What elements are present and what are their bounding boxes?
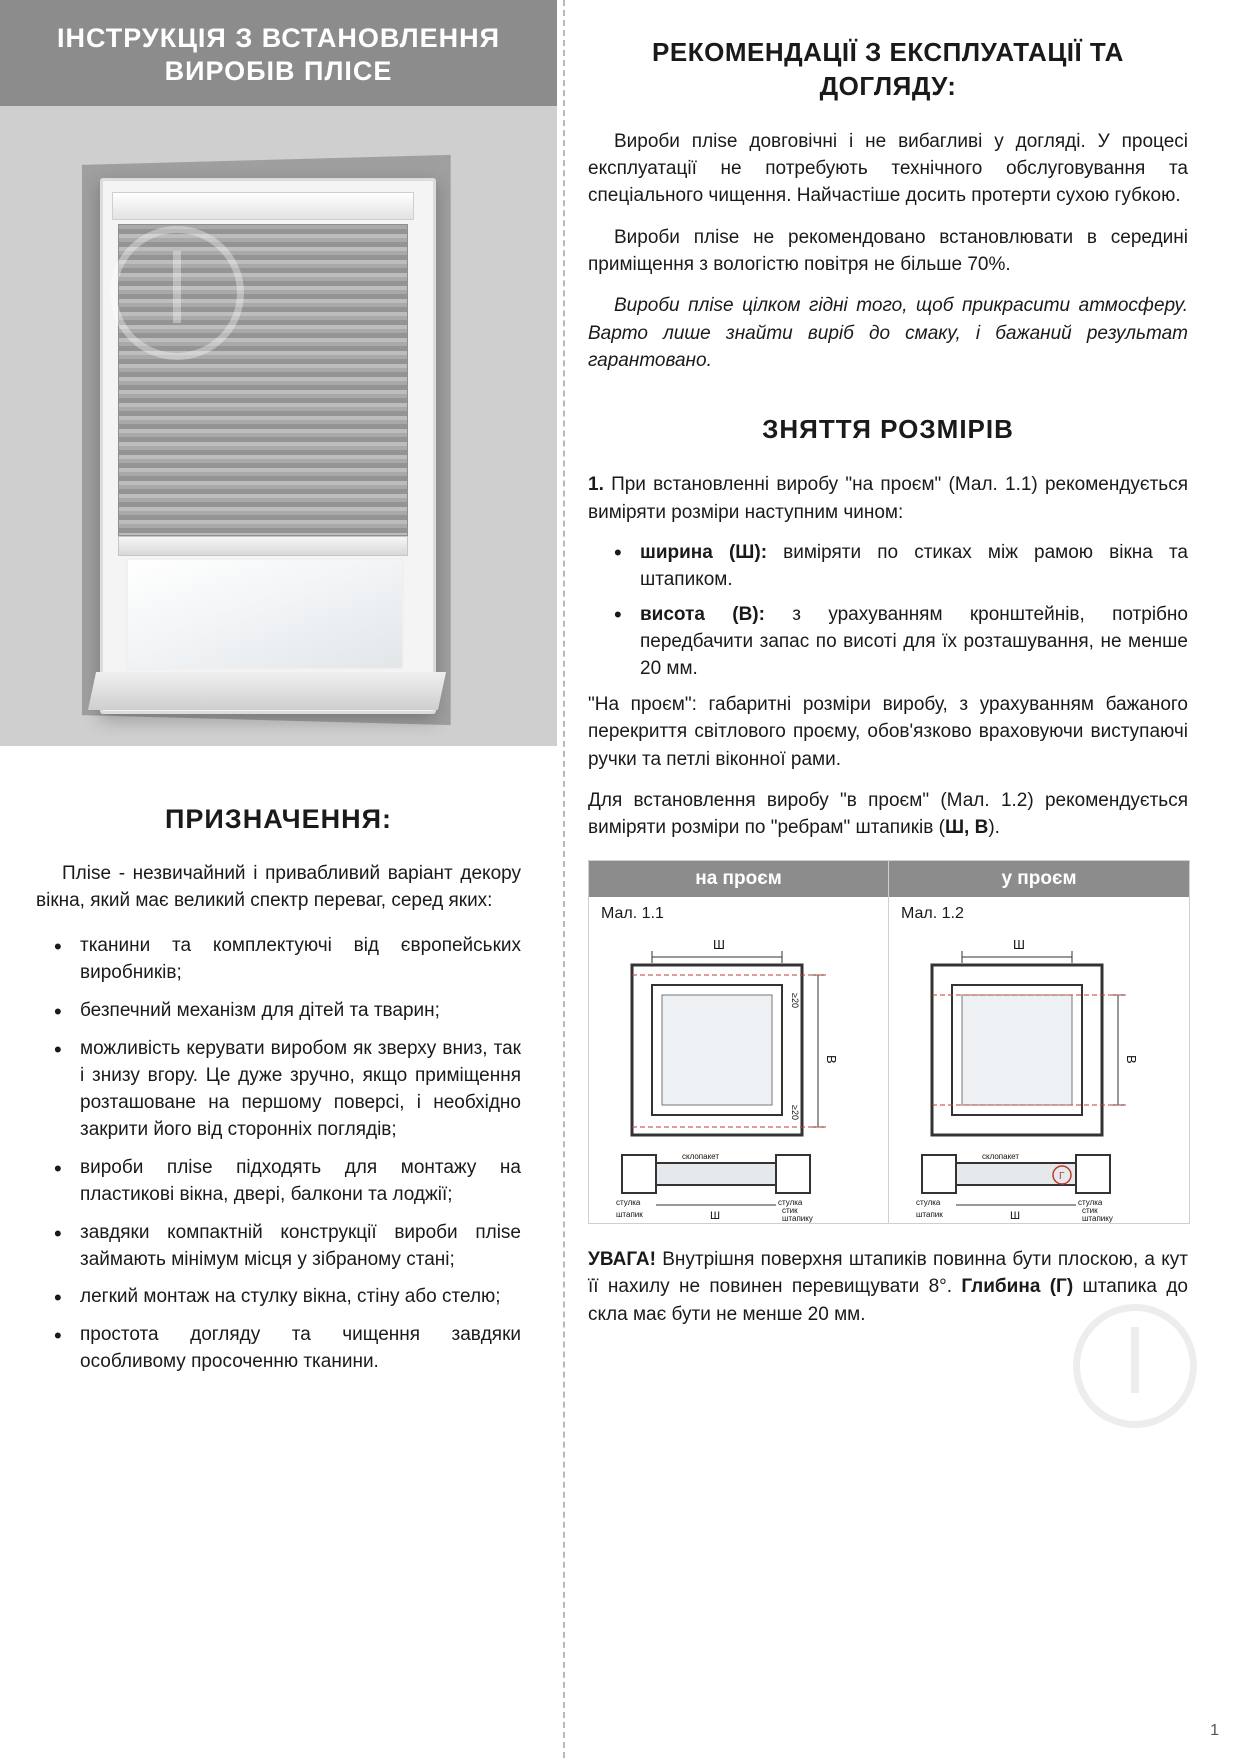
diagram-caption-1: Мал. 1.1 <box>601 904 664 922</box>
measure-text-width: виміряти по стиках між рамою вікна та штапиком. <box>640 542 1189 591</box>
svg-text:стулка: стулка <box>1078 1197 1103 1207</box>
measure-term-height: висота (В): <box>640 604 765 626</box>
diagram-panel <box>588 860 1190 1224</box>
svg-text:стулка: стулка <box>777 1197 802 1207</box>
care-heading: РЕКОМЕНДАЦІЇ З ЕКСПЛУАТАЦІЇ ТА ДОГЛЯДУ: <box>652 37 1124 101</box>
warning-depth-label: Глибина (Г) <box>961 1276 1074 1298</box>
measure-text-height: з урахуванням кронштейнів, потрібно передбачити запас по висоті для їх розташування, не менше 20 мм. <box>640 604 1188 680</box>
diagram-on-opening <box>589 861 889 1223</box>
list-item: • вироби пліse підходять для монтажу на пластикові вікна, двері, балкони та лоджії; <box>36 1155 521 1209</box>
svg-text:стик: стик <box>1082 1205 1098 1215</box>
measurement-intro-number: 1. <box>588 474 604 496</box>
list-item <box>588 602 1188 683</box>
purpose-bullet-list <box>36 933 521 1377</box>
diagram-title-1: на проєм <box>589 861 888 897</box>
watermark-icon <box>110 226 244 360</box>
svg-text:≥20: ≥20 <box>789 992 800 1008</box>
measurement-intro-text: При встановленні виробу "на проєм" (Мал. 1.1) рекомендується виміряти розміри наступним чином: <box>588 474 1188 523</box>
window-sill <box>88 672 446 710</box>
list-item: • легкий монтаж на стулку вікна, стіну або стелю; <box>36 1284 521 1311</box>
care-paragraph-1: Вироби пліse довговічні і не вибагливі у догляді. У процесі експлуатації не потребують технічного обслуговування та спеціального чищення. Найчастіше досить протерти сухою губкою. <box>588 130 1188 207</box>
svg-text:склопакет: склопакет <box>982 1151 1020 1161</box>
measure-p3-c: ). <box>988 817 1000 839</box>
svg-text:Ш: Ш <box>1010 1209 1021 1222</box>
care-paragraph-3: Вироби пліse цілком гідні того, щоб прикрасити атмосферу. Варто лише знайти виріб до смаку, і бажаний результат гарантовано. <box>588 295 1188 372</box>
column-divider <box>563 0 565 1758</box>
purpose-intro: Пліse - незвичайний і привабливий варіант декору вікна, який має великий спектр переваг, серед яких: <box>36 862 521 911</box>
svg-text:стулка: стулка <box>916 1197 941 1207</box>
page-title: ІНСТРУКЦІЯ З ВСТАНОВЛЕННЯ ВИРОБІВ ПЛІСЕ <box>0 0 557 106</box>
svg-text:штапик: штапик <box>916 1209 943 1219</box>
measure-term-width: ширина (Ш): <box>640 542 768 564</box>
measure-p3-bold: Ш, В <box>944 817 989 839</box>
diagram-svg-2 <box>896 923 1182 1223</box>
svg-text:В: В <box>823 1054 839 1064</box>
svg-text:штапику: штапику <box>781 1213 813 1223</box>
measurement-intro <box>588 471 1188 526</box>
svg-text:Ш: Ш <box>712 936 725 952</box>
svg-text:штапику: штапику <box>1082 1213 1113 1223</box>
purpose-heading: ПРИЗНАЧЕННЯ: <box>164 803 393 834</box>
svg-text:стик: стик <box>781 1205 798 1215</box>
list-item <box>588 540 1188 594</box>
left-column <box>0 0 557 1758</box>
svg-text:склопакет: склопакет <box>681 1151 719 1161</box>
svg-text:Ш: Ш <box>709 1209 720 1222</box>
svg-text:штапик: штапик <box>615 1209 643 1219</box>
list-item: • тканини та комплектуючі від європейських виробників; <box>36 933 521 987</box>
warning-text-a: Внутрішня поверхня штапиків повинна бути плоскою, а кут її нахилу не повинен перевищувати 8°. <box>588 1248 1188 1298</box>
svg-text:Г: Г <box>1059 1170 1065 1182</box>
list-item: • простота догляду та чищення завдяки особливому просоченню тканини. <box>36 1322 521 1376</box>
window-glass <box>126 558 404 670</box>
diagram-svg-1 <box>596 923 882 1223</box>
diagram-caption-2: Мал. 1.2 <box>901 904 964 922</box>
page-number: 1 <box>1210 1722 1219 1739</box>
measurement-list <box>588 540 1188 683</box>
left-body <box>0 804 557 1377</box>
pleated-blind-photo <box>0 106 557 746</box>
warning-text-c: штапика до скла має бути не менше 20 мм. <box>588 1276 1188 1325</box>
svg-text:≥20: ≥20 <box>789 1104 800 1120</box>
watermark-icon-bottom <box>1073 1304 1197 1428</box>
list-item: • безпечний механізм для дітей та тварин; <box>36 998 521 1025</box>
warning-label: УВАГА! <box>588 1248 656 1270</box>
list-item: • можливість керувати виробом як зверху вниз, так і знизу вгору. Це дуже зручно, якщо приміщення розташоване на першому поверсі, і необхідно закрити його від сторонніх поглядів; <box>36 1036 521 1144</box>
diagram-in-opening <box>889 861 1189 1223</box>
blind-headrail <box>112 192 414 220</box>
measurement-heading: ЗНЯТТЯ РОЗМІРІВ <box>762 414 1014 445</box>
diagram-title-2: у проєм <box>889 861 1189 897</box>
measurement-paragraph-2: "На проєм": габаритні розміри виробу, з урахуванням бажаного перекриття світлового проєму, обов'язково враховуючи виступаючі ручки та петлі віконної рами. <box>588 694 1188 770</box>
care-paragraph-2: Вироби пліse не рекомендовано встановлювати в середині приміщення з вологістю повітря не більше 70%. <box>588 226 1188 276</box>
measurement-paragraph-3 <box>588 787 1188 842</box>
measure-p3-a: Для встановлення виробу "в проєм" (Мал. 1.2) рекомендується виміряти розміри по "ребрам" штапиків ( <box>588 790 1188 839</box>
svg-text:Ш: Ш <box>1013 936 1025 952</box>
svg-text:В: В <box>1124 1054 1139 1064</box>
right-column <box>588 0 1188 1328</box>
list-item: • завдяки компактній конструкції вироби пліse займають мінімум місця у зібраному стані; <box>36 1220 521 1274</box>
blind-bottomrail <box>118 536 408 556</box>
svg-text:стулка: стулка <box>615 1197 640 1207</box>
